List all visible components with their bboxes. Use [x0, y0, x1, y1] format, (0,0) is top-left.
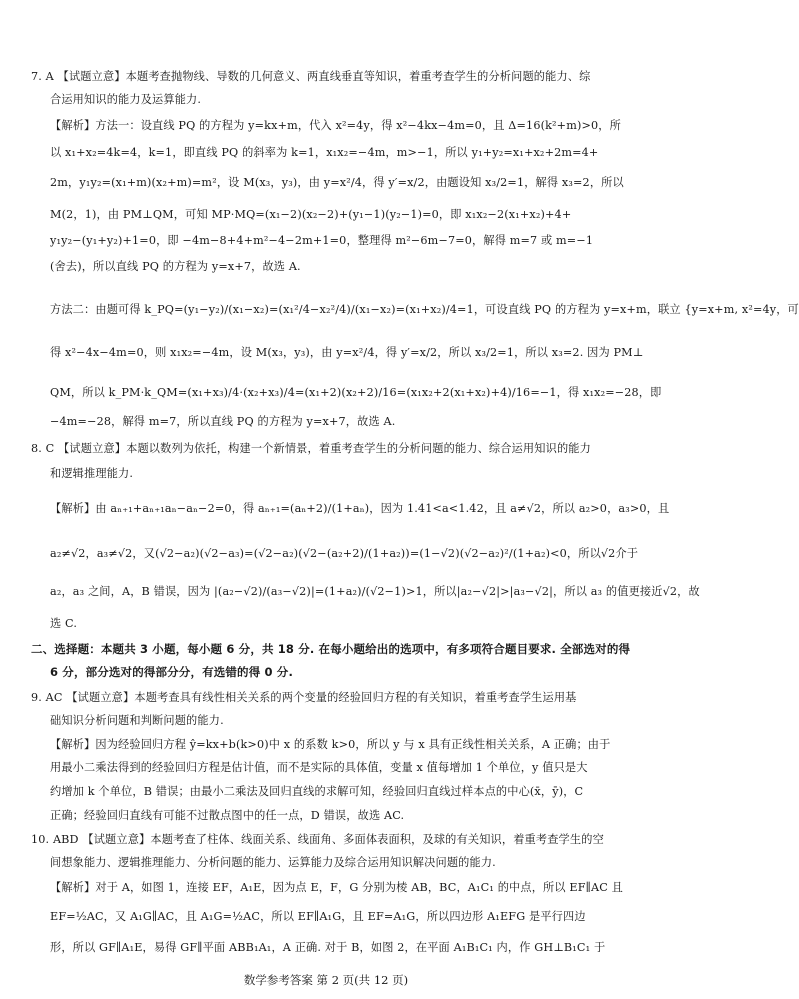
q8-header-cont: 和逻辑推理能力.	[50, 467, 134, 480]
q7-solution-line: 2m，y₁y₂=(x₁+m)(x₂+m)=m²，设 M(x₃，y₃)，由 y=x²/4，得 y′=x/2，由题设知 x₃/2=1，解得 x₃=2，所以	[50, 176, 624, 189]
section-2-title: 二、选择题：本题共 3 小题，每小题 6 分，共 18 分. 在每小题给出的选项中，有多项符合题目要求. 全部选对的得	[31, 642, 631, 656]
q10-header: 10. ABD 【试题立意】本题考查了柱体、线面关系、线面角、多面体表面积，及球的有关知识，着重考查学生的空	[31, 833, 604, 846]
q8-solution-line: 【解析】由 aₙ₊₁+aₙ₊₁aₙ−aₙ−2=0，得 aₙ₊₁=(aₙ+2)/(1+aₙ)，因为 1.41<a<1.42，且 a≠√2，所以 a₂>0，a₃>0，且	[50, 502, 670, 515]
q9-solution-line: 【解析】因为经验回归方程 ŷ=kx+b(k>0)中 x 的系数 k>0，所以 y 与 x 具有正线性相关关系，A 正确；由于	[50, 738, 611, 751]
q7-method2-line: QM，所以 k_PM·k_QM=(x₁+x₃)/4·(x₂+x₃)/4=(x₁+2)(x₂+2)/16=(x₁x₂+2(x₁+x₂)+4)/16=−1，得 x₁x₂=−28，即	[50, 386, 662, 399]
q10-header-cont: 间想象能力、逻辑推理能力、分析问题的能力、运算能力及综合运用知识解决问题的能力.	[50, 856, 496, 869]
q8-solution-line: a₂，a₃ 之间，A，B 错误，因为 |(a₂−√2)/(a₃−√2)|=(1+a₂)/(√2−1)>1，所以|a₂−√2|>|a₃−√2|，所以 a₃ 的值更接近√2，故	[50, 585, 700, 598]
q8-header: 8. C 【试题立意】本题以数列为依托，构建一个新情景，着重考查学生的分析问题的能力、综合运用知识的能力	[31, 442, 591, 455]
section-2-title-cont: 6 分，部分选对的得部分分，有选错的得 0 分.	[50, 665, 293, 679]
q7-solution-line: (舍去)，所以直线 PQ 的方程为 y=x+7，故选 A.	[50, 260, 301, 273]
q9-solution-line: 约增加 k 个单位，B 错误；由最小二乘法及回归直线的求解可知，经验回归直线过样本点的中心(x̄，ȳ)，C	[50, 785, 584, 798]
q7-solution-line: 以 x₁+x₂=4k=4，k=1，即直线 PQ 的斜率为 k=1，x₁x₂=−4m，m>−1，所以 y₁+y₂=x₁+x₂+2m=4+	[50, 146, 599, 159]
q7-method2-line: 方法二：由题可得 k_PQ=(y₁−y₂)/(x₁−x₂)=(x₁²/4−x₂²/4)/(x₁−x₂)=(x₁+x₂)/4=1，可设直线 PQ 的方程为 y=x+m，联立 {y=x+m, x²=4y，可	[50, 303, 799, 316]
q7-header: 7. A 【试题立意】本题考查抛物线、导数的几何意义、两直线垂直等知识，着重考查学生的分析问题的能力、综	[31, 70, 591, 83]
q9-header: 9. AC 【试题立意】本题考查具有线性相关关系的两个变量的经验回归方程的有关知识，着重考查学生运用基	[31, 691, 577, 704]
q7-method2-line: 得 x²−4x−4m=0，则 x₁x₂=−4m，设 M(x₃，y₃)，由 y=x²/4，得 y′=x/2，所以 x₃/2=1，所以 x₃=2. 因为 PM⊥	[50, 346, 644, 359]
page-footer: 数学参考答案 第 2 页(共 12 页)	[243, 973, 409, 987]
q9-solution-line: 正确；经验回归直线有可能不过散点图中的任一点，D 错误，故选 AC.	[50, 809, 405, 822]
q7-solution-line: y₁y₂−(y₁+y₂)+1=0，即 −4m−8+4+m²−4−2m+1=0，整理得 m²−6m−7=0，解得 m=7 或 m=−1	[50, 234, 594, 247]
q10-solution-line: 形，所以 GF∥A₁E，易得 GF∥平面 ABB₁A₁，A 正确. 对于 B，如图 2，在平面 A₁B₁C₁ 内，作 GH⊥B₁C₁ 于	[50, 941, 606, 954]
q7-solution-line: M(2，1)，由 PM⊥QM，可知 MP·MQ=(x₁−2)(x₂−2)+(y₁−1)(y₂−1)=0，即 x₁x₂−2(x₁+x₂)+4+	[50, 208, 572, 221]
q10-solution-line: EF=½AC，又 A₁G∥AC，且 A₁G=½AC，所以 EF∥A₁G，且 EF=A₁G，所以四边形 A₁EFG 是平行四边	[50, 910, 586, 923]
q7-solution-line: 【解析】方法一：设直线 PQ 的方程为 y=kx+m，代入 x²=4y，得 x²−4kx−4m=0，且 Δ=16(k²+m)>0，所	[50, 119, 621, 132]
q10-solution-line: 【解析】对于 A，如图 1，连接 EF，A₁E，因为点 E，F，G 分别为棱 AB，BC，A₁C₁ 的中点，所以 EF∥AC 且	[50, 881, 623, 894]
q9-solution-line: 用最小二乘法得到的经验回归方程是估计值，而不是实际的具体值，变量 x 值每增加 1 个单位，y 值只是大	[50, 761, 588, 774]
q8-solution-line: a₂≠√2，a₃≠√2，又(√2−a₂)(√2−a₃)=(√2−a₂)(√2−(a₂+2)/(1+a₂))=(1−√2)(√2−a₂)²/(1+a₂)<0，所以√2介于	[50, 547, 639, 560]
q7-header-cont: 合运用知识的能力及运算能力.	[50, 93, 202, 106]
q8-solution-line: 选 C.	[50, 617, 78, 630]
q7-method2-line: −4m=−28，解得 m=7，所以直线 PQ 的方程为 y=x+7，故选 A.	[50, 415, 396, 428]
q9-header-cont: 础知识分析问题和判断问题的能力.	[50, 714, 224, 727]
